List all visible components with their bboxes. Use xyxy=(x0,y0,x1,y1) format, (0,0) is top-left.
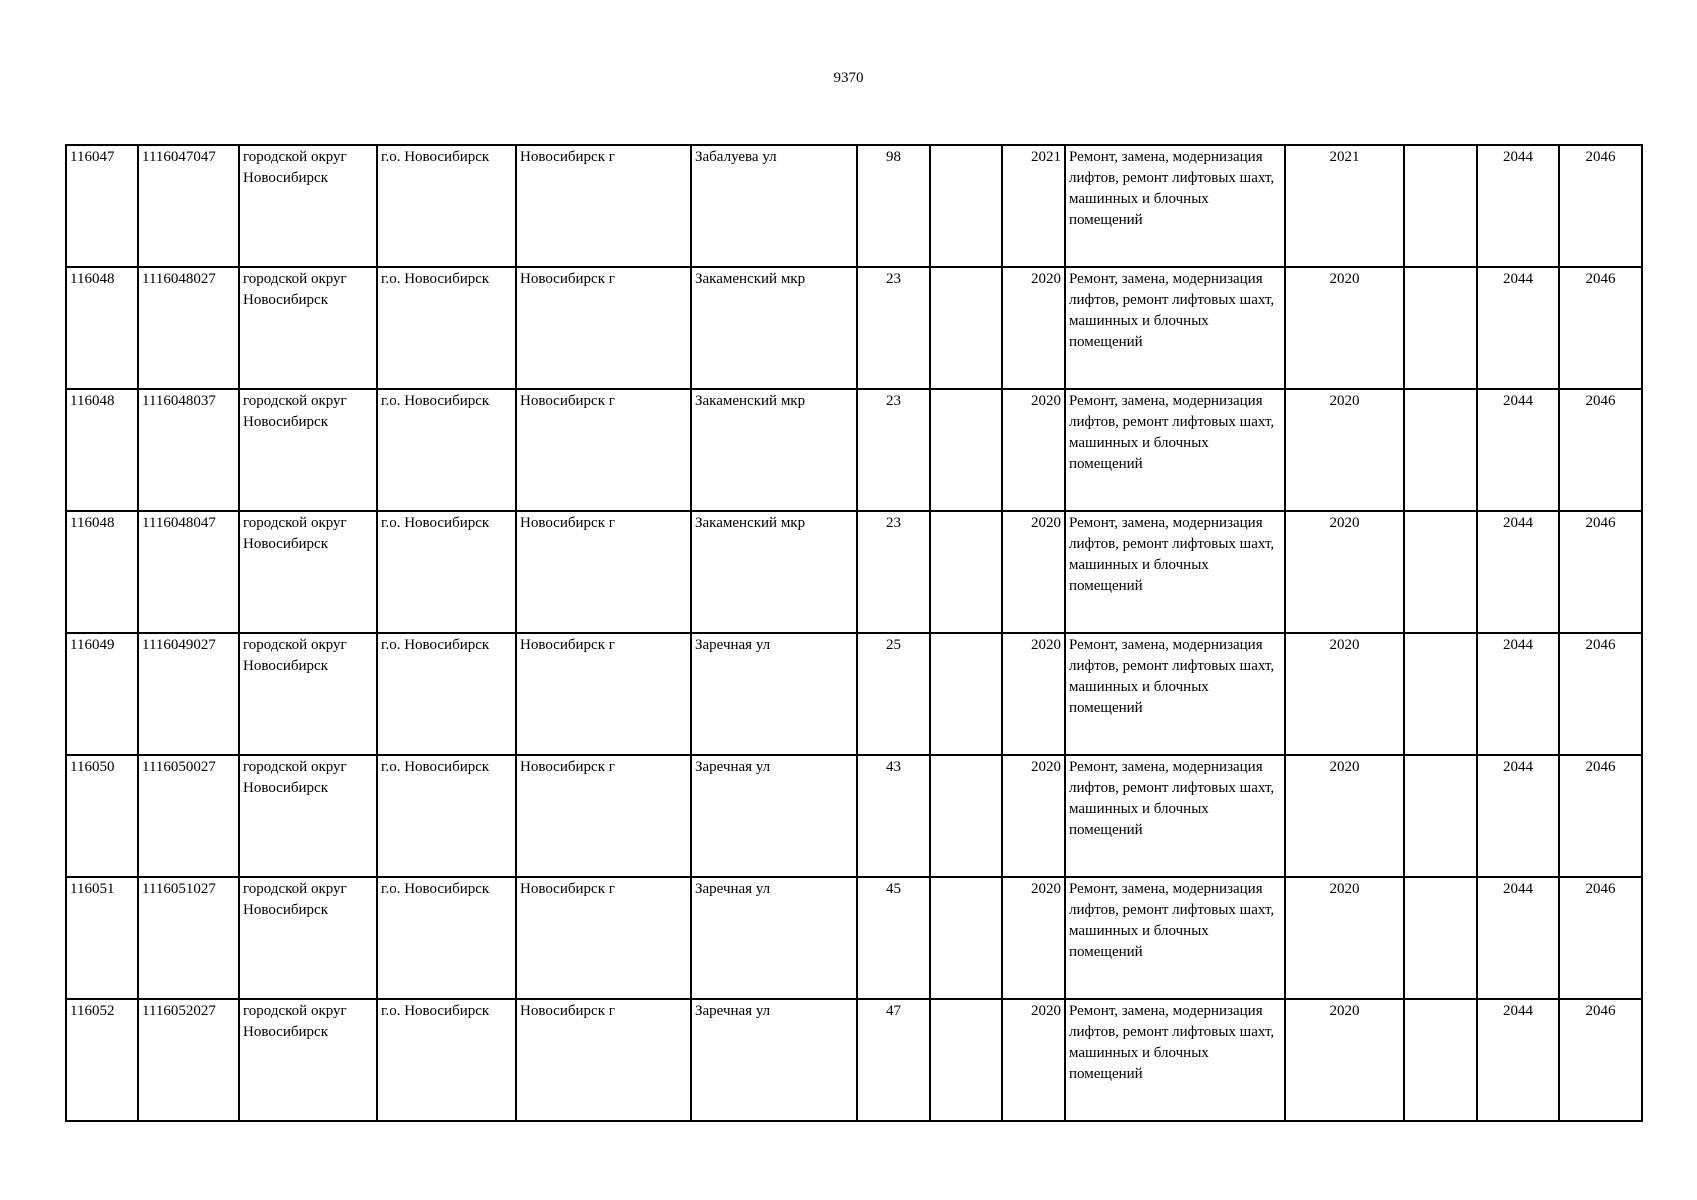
cell-id: 116048 xyxy=(66,511,138,633)
cell-year: 2020 xyxy=(1002,267,1065,389)
cell-work-type: Ремонт, замена, модернизация лифтов, ремонт лифтовых шахт, машинных и блочных помещений xyxy=(1065,633,1285,755)
cell-empty xyxy=(1404,267,1477,389)
cell-street: Заречная ул xyxy=(691,633,857,755)
cell-code: 1116050027 xyxy=(138,755,239,877)
cell-plan-year: 2021 xyxy=(1285,145,1404,267)
cell-locality: Новосибирск г xyxy=(516,633,691,755)
cell-year-to: 2046 xyxy=(1559,389,1642,511)
cell-house: 23 xyxy=(857,267,930,389)
cell-plan-year: 2020 xyxy=(1285,755,1404,877)
cell-municipality: городской округ Новосибирск xyxy=(239,877,377,999)
cell-id: 116051 xyxy=(66,877,138,999)
cell-plan-year: 2020 xyxy=(1285,633,1404,755)
cell-year-to: 2046 xyxy=(1559,511,1642,633)
cell-building xyxy=(930,389,1002,511)
cell-street: Заречная ул xyxy=(691,755,857,877)
cell-year: 2021 xyxy=(1002,145,1065,267)
cell-district: г.о. Новосибирск xyxy=(377,267,516,389)
cell-municipality: городской округ Новосибирск xyxy=(239,511,377,633)
cell-code: 1116047047 xyxy=(138,145,239,267)
cell-year-from: 2044 xyxy=(1477,389,1559,511)
cell-district: г.о. Новосибирск xyxy=(377,511,516,633)
cell-empty xyxy=(1404,389,1477,511)
cell-year-from: 2044 xyxy=(1477,267,1559,389)
cell-building xyxy=(930,755,1002,877)
cell-work-type: Ремонт, замена, модернизация лифтов, ремонт лифтовых шахт, машинных и блочных помещений xyxy=(1065,389,1285,511)
cell-house: 47 xyxy=(857,999,930,1121)
cell-work-type: Ремонт, замена, модернизация лифтов, ремонт лифтовых шахт, машинных и блочных помещений xyxy=(1065,999,1285,1121)
cell-district: г.о. Новосибирск xyxy=(377,145,516,267)
cell-locality: Новосибирск г xyxy=(516,267,691,389)
cell-municipality: городской округ Новосибирск xyxy=(239,755,377,877)
cell-id: 116048 xyxy=(66,267,138,389)
cell-district: г.о. Новосибирск xyxy=(377,999,516,1121)
cell-street: Закаменский мкр xyxy=(691,511,857,633)
cell-year-from: 2044 xyxy=(1477,633,1559,755)
cell-year-from: 2044 xyxy=(1477,999,1559,1121)
cell-empty xyxy=(1404,999,1477,1121)
cell-year-from: 2044 xyxy=(1477,877,1559,999)
cell-building xyxy=(930,267,1002,389)
table-row xyxy=(66,389,1642,511)
cell-house: 23 xyxy=(857,511,930,633)
cell-year-from: 2044 xyxy=(1477,755,1559,877)
table-row xyxy=(66,145,1642,267)
cell-plan-year: 2020 xyxy=(1285,511,1404,633)
cell-year: 2020 xyxy=(1002,389,1065,511)
table-row xyxy=(66,267,1642,389)
cell-year: 2020 xyxy=(1002,999,1065,1121)
cell-year-to: 2046 xyxy=(1559,267,1642,389)
cell-empty xyxy=(1404,145,1477,267)
cell-locality: Новосибирск г xyxy=(516,877,691,999)
cell-municipality: городской округ Новосибирск xyxy=(239,389,377,511)
cell-code: 1116048037 xyxy=(138,389,239,511)
cell-empty xyxy=(1404,877,1477,999)
cell-house: 45 xyxy=(857,877,930,999)
registry-table xyxy=(65,144,1643,1122)
cell-street: Закаменский мкр xyxy=(691,389,857,511)
cell-district: г.о. Новосибирск xyxy=(377,877,516,999)
cell-building xyxy=(930,511,1002,633)
cell-year: 2020 xyxy=(1002,877,1065,999)
cell-empty xyxy=(1404,511,1477,633)
cell-street: Забалуева ул xyxy=(691,145,857,267)
cell-municipality: городской округ Новосибирск xyxy=(239,633,377,755)
cell-id: 116048 xyxy=(66,389,138,511)
cell-code: 1116049027 xyxy=(138,633,239,755)
cell-id: 116050 xyxy=(66,755,138,877)
cell-building xyxy=(930,999,1002,1121)
cell-empty xyxy=(1404,633,1477,755)
cell-plan-year: 2020 xyxy=(1285,267,1404,389)
cell-code: 1116051027 xyxy=(138,877,239,999)
cell-district: г.о. Новосибирск xyxy=(377,755,516,877)
cell-municipality: городской округ Новосибирск xyxy=(239,267,377,389)
cell-locality: Новосибирск г xyxy=(516,755,691,877)
cell-locality: Новосибирск г xyxy=(516,999,691,1121)
cell-plan-year: 2020 xyxy=(1285,877,1404,999)
table-row xyxy=(66,633,1642,755)
cell-year-to: 2046 xyxy=(1559,877,1642,999)
cell-empty xyxy=(1404,755,1477,877)
cell-year: 2020 xyxy=(1002,755,1065,877)
cell-locality: Новосибирск г xyxy=(516,389,691,511)
cell-work-type: Ремонт, замена, модернизация лифтов, ремонт лифтовых шахт, машинных и блочных помещений xyxy=(1065,511,1285,633)
cell-code: 1116052027 xyxy=(138,999,239,1121)
cell-house: 25 xyxy=(857,633,930,755)
cell-year-to: 2046 xyxy=(1559,999,1642,1121)
cell-municipality: городской округ Новосибирск xyxy=(239,999,377,1121)
cell-work-type: Ремонт, замена, модернизация лифтов, ремонт лифтовых шахт, машинных и блочных помещений xyxy=(1065,267,1285,389)
cell-year-to: 2046 xyxy=(1559,145,1642,267)
cell-work-type: Ремонт, замена, модернизация лифтов, ремонт лифтовых шахт, машинных и блочных помещений xyxy=(1065,877,1285,999)
cell-house: 43 xyxy=(857,755,930,877)
cell-plan-year: 2020 xyxy=(1285,999,1404,1121)
cell-street: Заречная ул xyxy=(691,999,857,1121)
table-row xyxy=(66,511,1642,633)
cell-house: 98 xyxy=(857,145,930,267)
cell-building xyxy=(930,633,1002,755)
cell-id: 116049 xyxy=(66,633,138,755)
cell-year-from: 2044 xyxy=(1477,145,1559,267)
cell-year: 2020 xyxy=(1002,511,1065,633)
page-number: 9370 xyxy=(833,70,864,86)
cell-year-from: 2044 xyxy=(1477,511,1559,633)
cell-building xyxy=(930,877,1002,999)
cell-code: 1116048027 xyxy=(138,267,239,389)
table-row xyxy=(66,877,1642,999)
cell-street: Заречная ул xyxy=(691,877,857,999)
cell-building xyxy=(930,145,1002,267)
cell-street: Закаменский мкр xyxy=(691,267,857,389)
table-body xyxy=(66,145,1642,1121)
cell-code: 1116048047 xyxy=(138,511,239,633)
cell-locality: Новосибирск г xyxy=(516,145,691,267)
cell-work-type: Ремонт, замена, модернизация лифтов, ремонт лифтовых шахт, машинных и блочных помещений xyxy=(1065,145,1285,267)
table-row xyxy=(66,999,1642,1121)
cell-id: 116052 xyxy=(66,999,138,1121)
cell-id: 116047 xyxy=(66,145,138,267)
cell-house: 23 xyxy=(857,389,930,511)
cell-municipality: городской округ Новосибирск xyxy=(239,145,377,267)
table-row xyxy=(66,755,1642,877)
cell-plan-year: 2020 xyxy=(1285,389,1404,511)
cell-district: г.о. Новосибирск xyxy=(377,389,516,511)
cell-district: г.о. Новосибирск xyxy=(377,633,516,755)
cell-locality: Новосибирск г xyxy=(516,511,691,633)
cell-year-to: 2046 xyxy=(1559,755,1642,877)
cell-year-to: 2046 xyxy=(1559,633,1642,755)
cell-year: 2020 xyxy=(1002,633,1065,755)
cell-work-type: Ремонт, замена, модернизация лифтов, ремонт лифтовых шахт, машинных и блочных помещений xyxy=(1065,755,1285,877)
